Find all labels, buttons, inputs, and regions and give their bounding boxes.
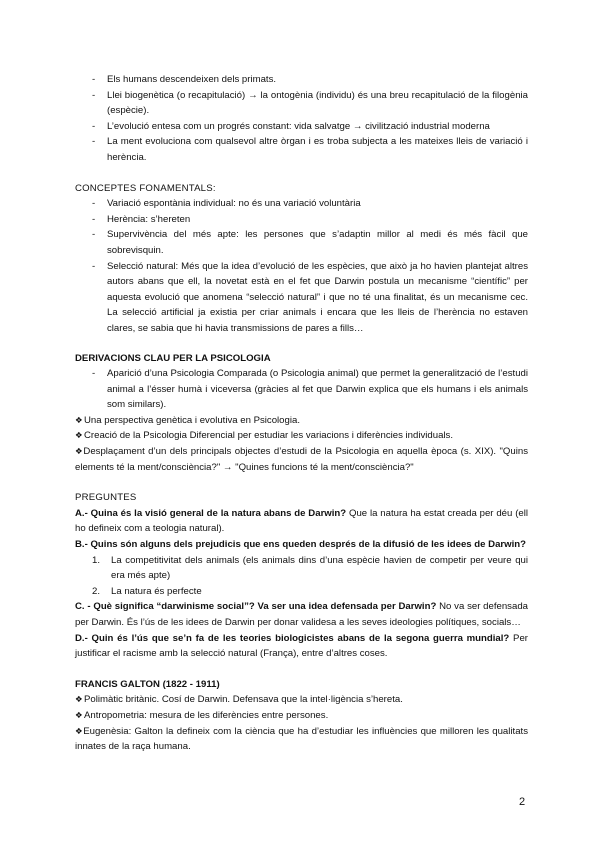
section-heading: PREGUNTES [75, 492, 137, 504]
diamond-bullet-icon: ❖ [75, 446, 84, 457]
dash-marker: - [92, 74, 96, 85]
section-heading: CONCEPTES FONAMENTALS: [75, 182, 216, 194]
section-heading: FRANCIS GALTON (1822 - 1911) [75, 678, 220, 690]
dash-marker: - [92, 229, 96, 241]
list-item: - Herència: s’hereten [75, 212, 528, 228]
dash-marker: - [92, 120, 96, 132]
question-b: B.- Quins són alguns dels prejudicis que ens queden després de la difusió de les idees de Darwin? [75, 539, 527, 551]
dash-marker: - [92, 198, 96, 210]
bullet-item: ❖ Antropometria: mesura de les diferències entre persones. [75, 708, 528, 724]
list-item: 1. La competitivitat dels animals (els animals dins d’una espècie havien de competir per veure qui era més apte) [92, 554, 528, 582]
list-item: - Aparició d’una Psicologia Comparada (o Psicologia animal) que permet la generalització de l’estudi animal a l’ésser humà i viceversa (gràcies al fet que Darwin explica que els humans i els animals som similars). [92, 368, 528, 411]
list-item: - L’evolució entesa com un progrés constant: vida salvatge → civilització industrial moderna [75, 119, 528, 135]
darwin-ideas-list [75, 72, 528, 166]
bullet-item: ❖Desplaçament d’un dels principals objectes d’estudi de la Psicologia en aquella època (s. XIX). "Quins elements té la ment/consciència?" → "Quines funcions té la ment/consciència?" [75, 446, 528, 473]
dash-marker: - [92, 136, 96, 148]
diamond-bullet-icon: ❖ [75, 694, 83, 705]
list-item: - Variació espontània individual: no és una variació voluntària [75, 196, 528, 212]
dash-marker: - [92, 260, 96, 272]
preguntes-section [75, 490, 528, 662]
number-marker: 2. [92, 585, 101, 597]
galton-section [75, 677, 528, 755]
bullet-item: ❖ Creació de la Psicologia Diferencial per estudiar les variacions i diferències individuals. [75, 428, 528, 444]
list-item: - La ment evoluciona com qualsevol altre òrgan i es troba subjecta a les mateixes lleis de variació i herència. [92, 136, 528, 163]
page-number: 2 [519, 796, 526, 808]
diamond-bullet-icon: ❖ [75, 709, 83, 720]
derivacions-section [75, 351, 528, 476]
dash-marker: - [92, 368, 96, 380]
list-item: - Supervivència del més apte: les persones que s’adaptin millor al medi és més fàcil que sobrevisquin. [92, 229, 528, 256]
list-item: - Selecció natural: Més que la idea d’evolució de les espècies, que això ja ho havien plantejat altres autors abans que ell, la novetat està en el fet que Darwin postula un mecanisme “científic” per aquesta evolució que anomena “selecció natural” i que no té una finalitat, és un mecanisme cec. La selecció artificial ja existia per criar animals i encara que les lleis de l’herència no estaven clares, se sabia que hi havia transmissions de pares a fills… [92, 260, 528, 334]
dash-marker: - [92, 89, 96, 101]
question-a: A.- Quina és la visió general de la natura abans de Darwin? Que la natura ha estat creada per déu (ell ho defineix com a teologia natural). [75, 507, 528, 535]
document-body [75, 72, 528, 755]
dash-marker: - [92, 213, 96, 225]
diamond-bullet-icon: ❖ [75, 414, 83, 425]
bullet-item: ❖ Polimàtic britànic. Cosí de Darwin. Defensava que la intel·ligència s’hereta. [75, 692, 528, 708]
diamond-bullet-icon: ❖ [75, 430, 83, 441]
conceptes-section [75, 181, 528, 337]
question-d: D.- Quin és l’ús que se’n fa de les teories biologicistes abans de la segona guerra mundial? Per justificar el racisme amb la selecció natural (França), entre d’altres coses. [75, 632, 528, 660]
list-item: - Llei biogenètica (o recapitulació) → la ontogènia (individu) és una breu recapitulació de la filogènia (espècie). [92, 89, 528, 117]
bullet-item: ❖ Una perspectiva genètica i evolutiva en Psicologia. [75, 413, 528, 429]
number-marker: 1. [92, 554, 101, 566]
section-heading: DERIVACIONS CLAU PER LA PSICOLOGIA [75, 352, 271, 364]
list-item: 2. La natura és perfecte [75, 584, 528, 600]
list-item: - Els humans descendeixen dels primats. [75, 72, 528, 88]
diamond-bullet-icon: ❖ [75, 725, 84, 736]
question-c: C. - Què significa “darwinisme social”? Va ser una idea defensada per Darwin? No va ser defensada per Darwin. És l’ús de les idees de Darwin per donar validesa a les seves ideologies polítiques, socials… [75, 601, 528, 628]
bullet-item: ❖Eugenèsia: Galton la defineix com la ciència que ha d’estudiar les influències que milloren les qualitats innates de la raça humana. [75, 725, 528, 753]
